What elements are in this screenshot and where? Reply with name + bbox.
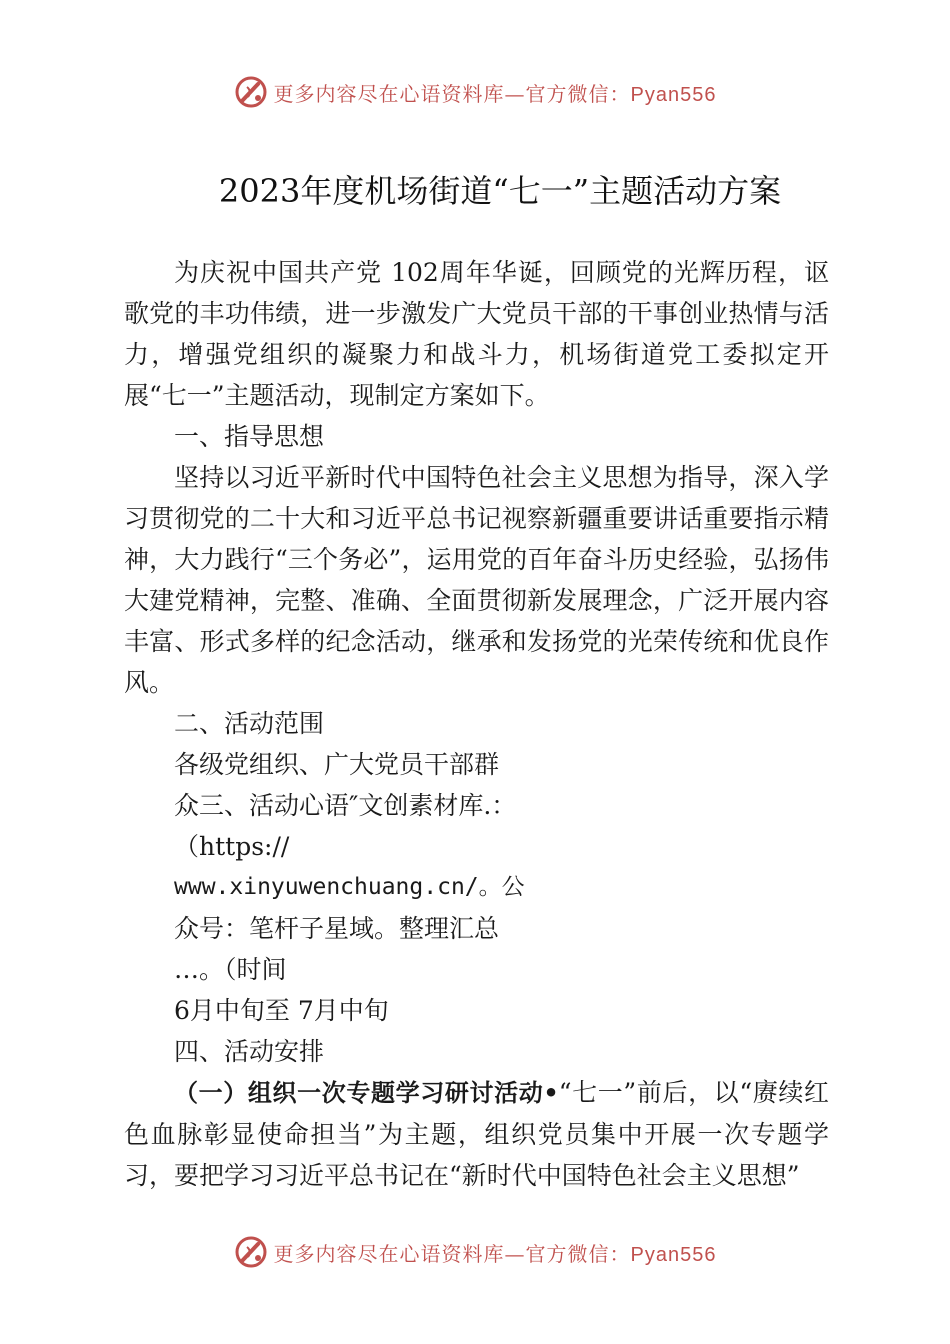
brush-seal-logo-icon — [234, 75, 268, 109]
url-line: www.xinyuwenchuang.cn/。公 — [174, 874, 525, 900]
document-title: 2023年度机场街道“七一”主题活动方案 — [218, 172, 782, 210]
time-heading-line: …。（时间 — [174, 955, 287, 984]
brush-seal-logo-icon — [234, 1235, 268, 1269]
time-range-line: 6月中旬至 7月中旬 — [174, 996, 389, 1025]
document-body — [124, 252, 829, 1196]
guiding-thought-paragraph: 坚持以习近平新时代中国特色社会主义思想为指导，深入学习贯彻党的二十大和习近平总书记视察新疆重要讲话重要指示精神，大力践行“三个务必”，运用党的百年奋斗历史经验，弘扬伟大建党精神，完整、准确、全面贯彻新发展理念，广泛开展内容丰富、形式多样的纪念活动，继承和发扬党的光荣传统和优良作风。 — [124, 463, 829, 697]
watermark-text: 更多内容尽在心语资料库—官方微信：Pyan556 — [273, 81, 717, 106]
header-watermark-banner — [0, 70, 950, 114]
item-1-body: “七一”前后，以“赓续红色血脉彰显使命担当”为主题，组织党员集中开展一次专题学习，要把学习习近平总书记在“新时代中国特色社会主义思想” — [124, 1078, 829, 1190]
section-heading-activity-scope: 二、活动范围 — [174, 709, 325, 738]
wechat-line: 众号：笔杆子星域。整理汇总 — [174, 914, 500, 943]
scope-line: 众三、活动心语″文创素材库.： — [174, 791, 517, 820]
footer-watermark-banner — [0, 1230, 950, 1274]
watermark-text: 更多内容尽在心语资料库—官方微信：Pyan556 — [273, 1241, 717, 1266]
arrangement-item-1 — [124, 1072, 829, 1196]
intro-paragraph: 为庆祝中国共产党 102周年华诞，回顾党的光辉历程，讴歌党的丰功伟绩，进一步激发广大党员干部的干事创业热情与活力，增强党组织的凝聚力和战斗力，机场街道党工委拟定开展“七一”主题活动，现制定方案如下。 — [124, 258, 829, 410]
section-heading-arrangement: 四、活动安排 — [174, 1037, 325, 1066]
section-heading-guiding-thought: 一、指导思想 — [174, 422, 325, 451]
scope-line: 各级党组织、广大党员干部群 — [174, 750, 500, 779]
item-1-title: （一）组织一次专题学习研讨活动• — [174, 1079, 559, 1107]
url-line: （https:// — [174, 832, 290, 861]
